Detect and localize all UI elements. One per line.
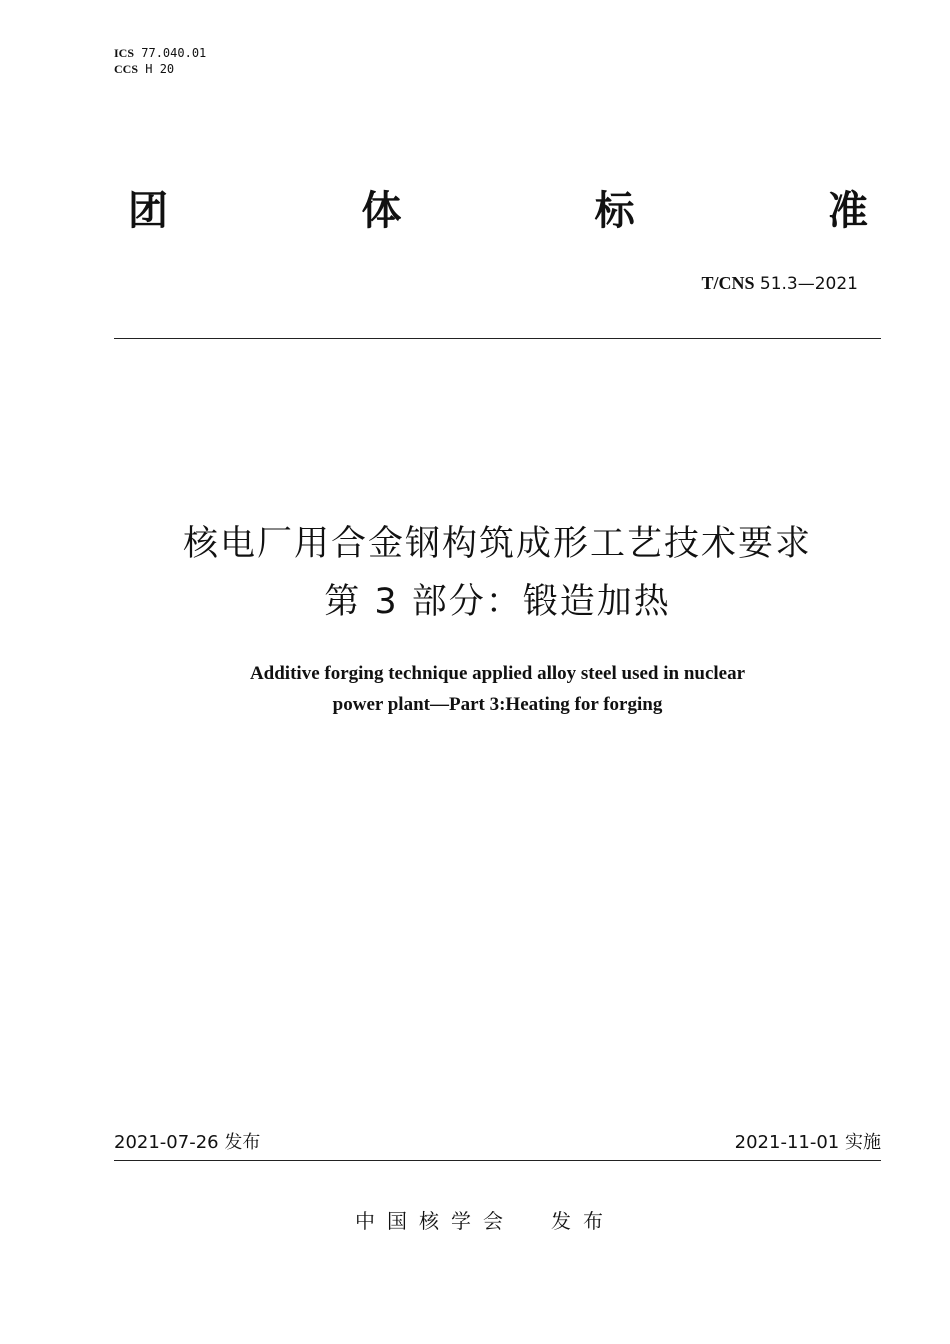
ccs-code (114, 62, 174, 76)
ics-code (114, 46, 206, 60)
top-divider (114, 338, 881, 339)
document-type-char: 准 (827, 188, 868, 234)
publisher-action: 发布 (551, 1209, 615, 1233)
document-type-char: 标 (594, 188, 635, 234)
chinese-title-line-2: 第 3 部分：锻造加热 (324, 582, 671, 622)
ics-value: 77.040.01 (141, 46, 207, 60)
standard-number-value: 51.3—2021 (759, 274, 858, 294)
document-type-heading (128, 183, 868, 239)
bottom-divider (114, 1160, 881, 1161)
standard-number (701, 272, 858, 295)
publish-date: 2021-07-26 发布 (114, 1132, 261, 1153)
ccs-label: CCS (114, 62, 139, 76)
ics-label: ICS (114, 46, 135, 60)
ccs-value: H 20 (145, 62, 175, 76)
implement-date: 2021-11-01 实施 (734, 1132, 881, 1153)
english-title-line-1: Additive forging technique applied alloy steel used in nuclear (249, 663, 746, 684)
publisher-org: 中国核学会 (355, 1209, 515, 1233)
document-type-char: 团 (128, 188, 168, 234)
chinese-title-line-1: 核电厂用合金钢构筑成形工艺技术要求 (182, 524, 812, 564)
english-title-line-2: power plant—Part 3:Heating for forging (332, 694, 663, 715)
document-type-char: 体 (361, 188, 402, 234)
publisher-line (355, 1206, 615, 1236)
standard-number-prefix: T/CNS (701, 273, 755, 293)
